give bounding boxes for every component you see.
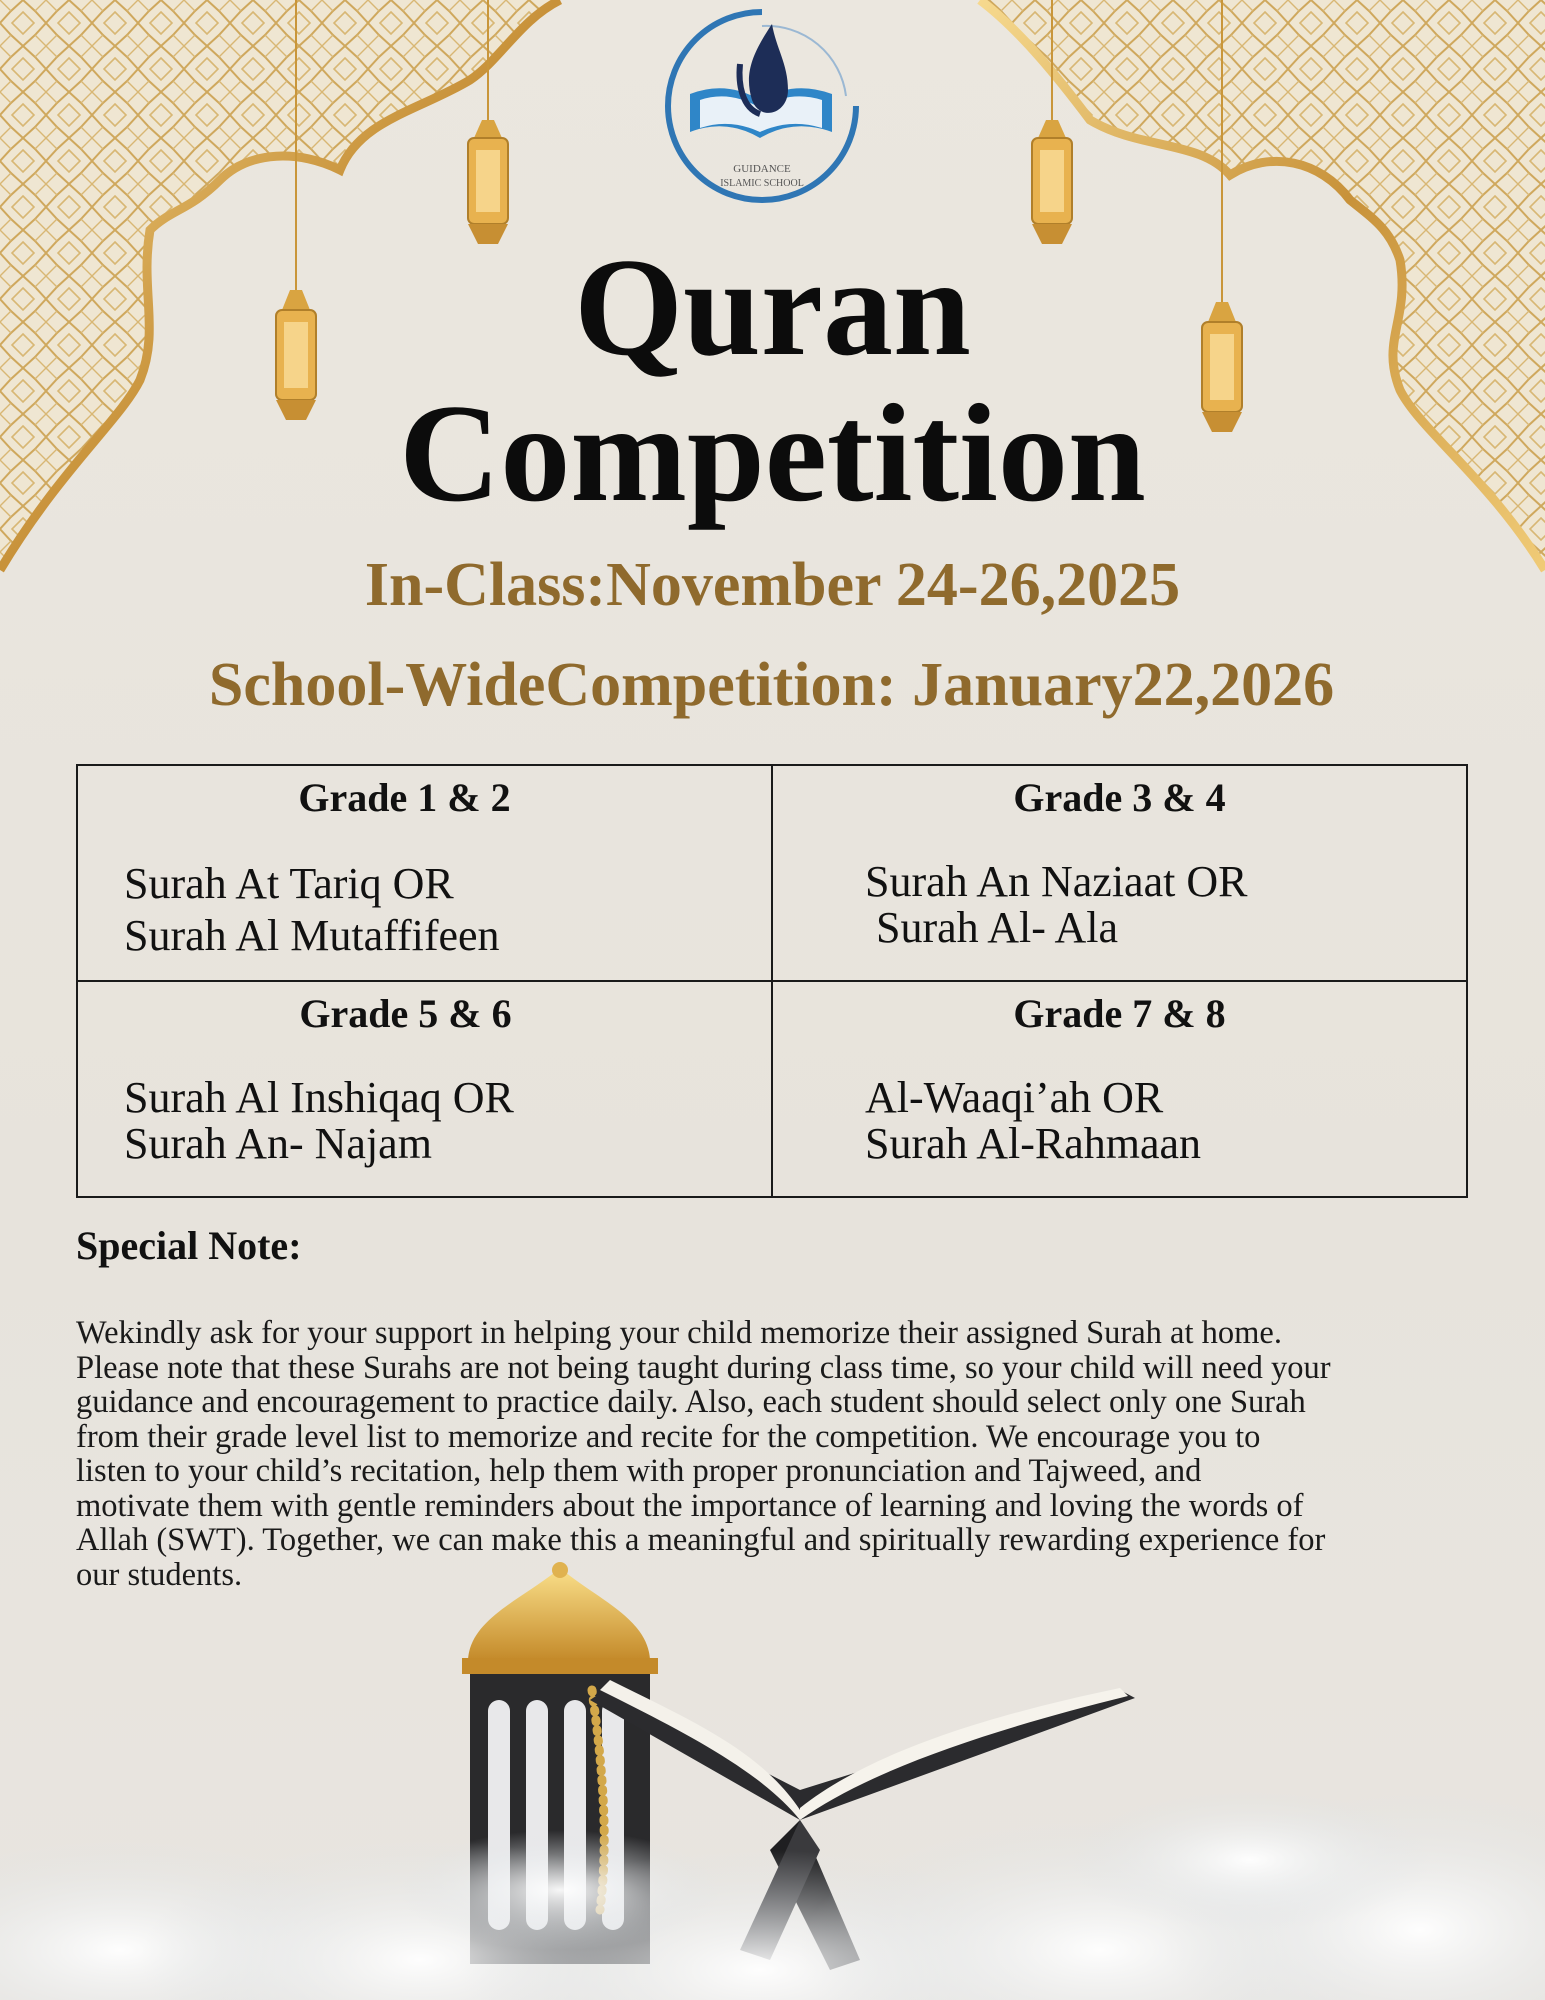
note-line: listen to your child’s recitation, help them with proper pronunciation and Tajweed, and (76, 1453, 1202, 1489)
note-line: our students. (76, 1556, 243, 1593)
surah-line: Al-Waaqi’ah OR (865, 1073, 1164, 1122)
lantern-icon (1022, 0, 1082, 250)
lantern-icon (458, 0, 518, 250)
surah-line: Surah Al-Rahmaan (865, 1119, 1202, 1169)
logo-emblem-icon (660, 4, 864, 208)
grade-heading: Grade 3 & 4 (1013, 775, 1226, 820)
svg-text:GUIDANCE: GUIDANCE (733, 163, 791, 175)
surah-line: Surah An- Najam (124, 1119, 432, 1169)
school-wide-date: School-WideCompetition: January22,2026 (208, 651, 1335, 719)
table-row (77, 981, 1467, 1197)
clouds (0, 1790, 1545, 2000)
note-line: guidance and encouragement to practice daily. Also, each student should select only one Surah (76, 1384, 1306, 1420)
surah-line: Surah An Naziaat OR (865, 857, 1248, 906)
grade-cell (772, 765, 1467, 981)
surah-line: Surah At Tariq OR (124, 859, 454, 908)
grade-cell (77, 981, 772, 1197)
grades-table (76, 764, 1468, 1198)
note-line: Wekindly ask for your support in helping your child memorize their assigned Surah at home. (76, 1315, 1282, 1351)
bottom-illustration (0, 1530, 1545, 2000)
note-line: from their grade level list to memorize and recite for the competition. We encourage you to (76, 1418, 1261, 1455)
svg-text:ISLAMIC SCHOOL: ISLAMIC SCHOOL (720, 178, 804, 189)
grade-heading: Grade 1 & 2 (298, 775, 511, 820)
table-row (77, 765, 1467, 981)
surah-line: Surah Al Mutaffifeen (124, 911, 500, 961)
title-line-1: Quran (574, 230, 971, 385)
in-class-date: In-Class:November 24-26,2025 (364, 551, 1181, 619)
grade-cell (77, 765, 772, 981)
special-note-title: Special Note: (76, 1223, 302, 1268)
title-line-2: Competition (399, 376, 1146, 531)
note-line: Please note that these Surahs are not being taught during class time, so your child will need your (76, 1349, 1331, 1386)
grade-heading: Grade 5 & 6 (299, 991, 512, 1036)
grade-heading: Grade 7 & 8 (1013, 991, 1226, 1036)
note-line: Allah (SWT). Together, we can make this a meaningful and spiritually rewarding experience for (76, 1522, 1326, 1558)
school-logo (660, 4, 864, 208)
surah-line: Surah Al Inshiqaq OR (124, 1073, 514, 1122)
surah-line: Surah Al- Ala (865, 903, 1118, 953)
grade-cell (772, 981, 1467, 1197)
note-line: motivate them with gentle reminders about the importance of learning and loving the words of (76, 1487, 1304, 1524)
